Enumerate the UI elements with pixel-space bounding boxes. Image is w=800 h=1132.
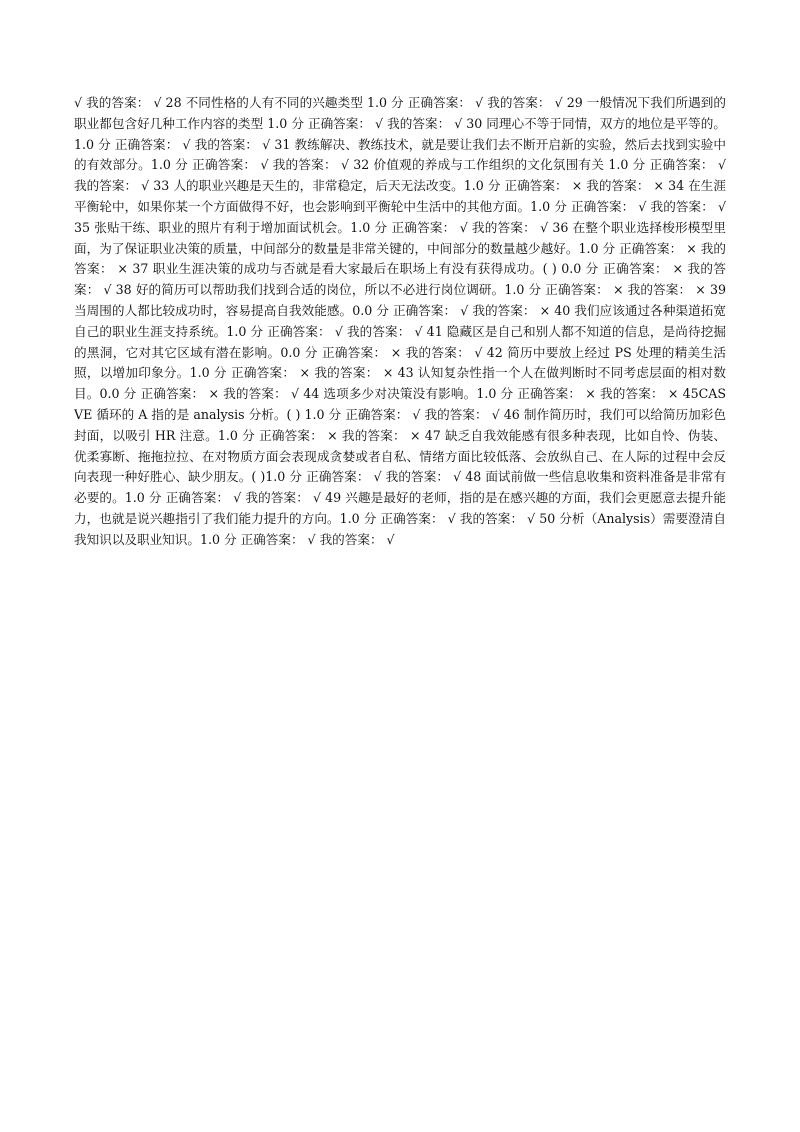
document-page — [74, 93, 726, 551]
document-body-text: √ 我的答案： √ 28 不同性格的人有不同的兴趣类型 1.0 分 正确答案： √ 我的答案： √ 29 一般情况下我们所遇到的职业都包含好几种工作内容的类型 1.0 分 正确答案： √ 我的答案： √ 30 同理心不等于同情，双方的地位是平等的。1.0 分 正确答案： √ 我的答案： √ 31 教练解决、教练技术，就是要让我们去不断开启新的实验，然后去找到实验中的有效部分。1.0 分 正确答案： √ 我的答案： √ 32 价值观的养成与工作组织的文化氛围有关 1.0 分 正确答案： √ 我的答案： √ 33 人的职业兴趣是天生的，非常稳定，后天无法改变。1.0 分 正确答案： × 我的答案： × 34 在生涯平衡轮中，如果你某一个方面做得不好，也会影响到平衡轮中生活中的其他方面。1.0 分 正确答案： √ 我的答案： √ 35 张贴干练、职业的照片有利于增加面试机会。1.0 分 正确答案： √ 我的答案： √ 36 在整个职业选择梭形模型里面，为了保证职业决策的质量，中间部分的数量是非常关键的，中间部分的数量越少越好。1.0 分 正确答案： × 我的答案： × 37 职业生涯决策的成功与否就是看大家最后在职场上有没有获得成功。( ) 0.0 分 正确答案： × 我的答案： √ 38 好的简历可以帮助我们找到合适的岗位，所以不必进行岗位调研。1.0 分 正确答案： × 我的答案： × 39 当周围的人都比较成功时，容易提高自我效能感。0.0 分 正确答案： √ 我的答案： × 40 我们应该通过各种渠道拓宽自己的职业生涯支持系统。1.0 分 正确答案： √ 我的答案： √ 41 隐藏区是自己和别人都不知道的信息，是尚待挖掘的黑洞，它对其它区域有潜在影响。0.0 分 正确答案： × 我的答案： √ 42 简历中要放上经过 PS 处理的精美生活照，以增加印象分。1.0 分 正确答案： × 我的答案： × 43 认知复杂性指一个人在做判断时不同考虑层面的相对数目。0.0 分 正确答案： × 我的答案： √ 44 选项多少对决策没有影响。1.0 分 正确答案： × 我的答案： × 45CASVE 循环的 A 指的是 analysis 分析。( ) 1.0 分 正确答案： √ 我的答案： √ 46 制作简历时，我们可以给简历加彩色封面，以吸引 HR 注意。1.0 分 正确答案： × 我的答案： × 47 缺乏自我效能感有很多种表现，比如自怜、伪装、优柔寡断、拖拖拉拉、在对物质方面会表现成贪婪或者自私、情绪方面比较低落、会放纵自己、在人际的过程中会反向表现一种好胜心、缺少朋友。( )1.0 分 正确答案： √ 我的答案： √ 48 面试前做一些信息收集和资料准备是非常有必要的。1.0 分 正确答案： √ 我的答案： √ 49 兴趣是最好的老师，指的是在感兴趣的方面，我们会更愿意去提升能力，也就是说兴趣指引了我们能力提升的方向。1.0 分 正确答案： √ 我的答案： √ 50 分析（Analysis）需要澄清自我知识以及职业知识。1.0 分 正确答案： √ 我的答案： √ — [74, 95, 726, 547]
